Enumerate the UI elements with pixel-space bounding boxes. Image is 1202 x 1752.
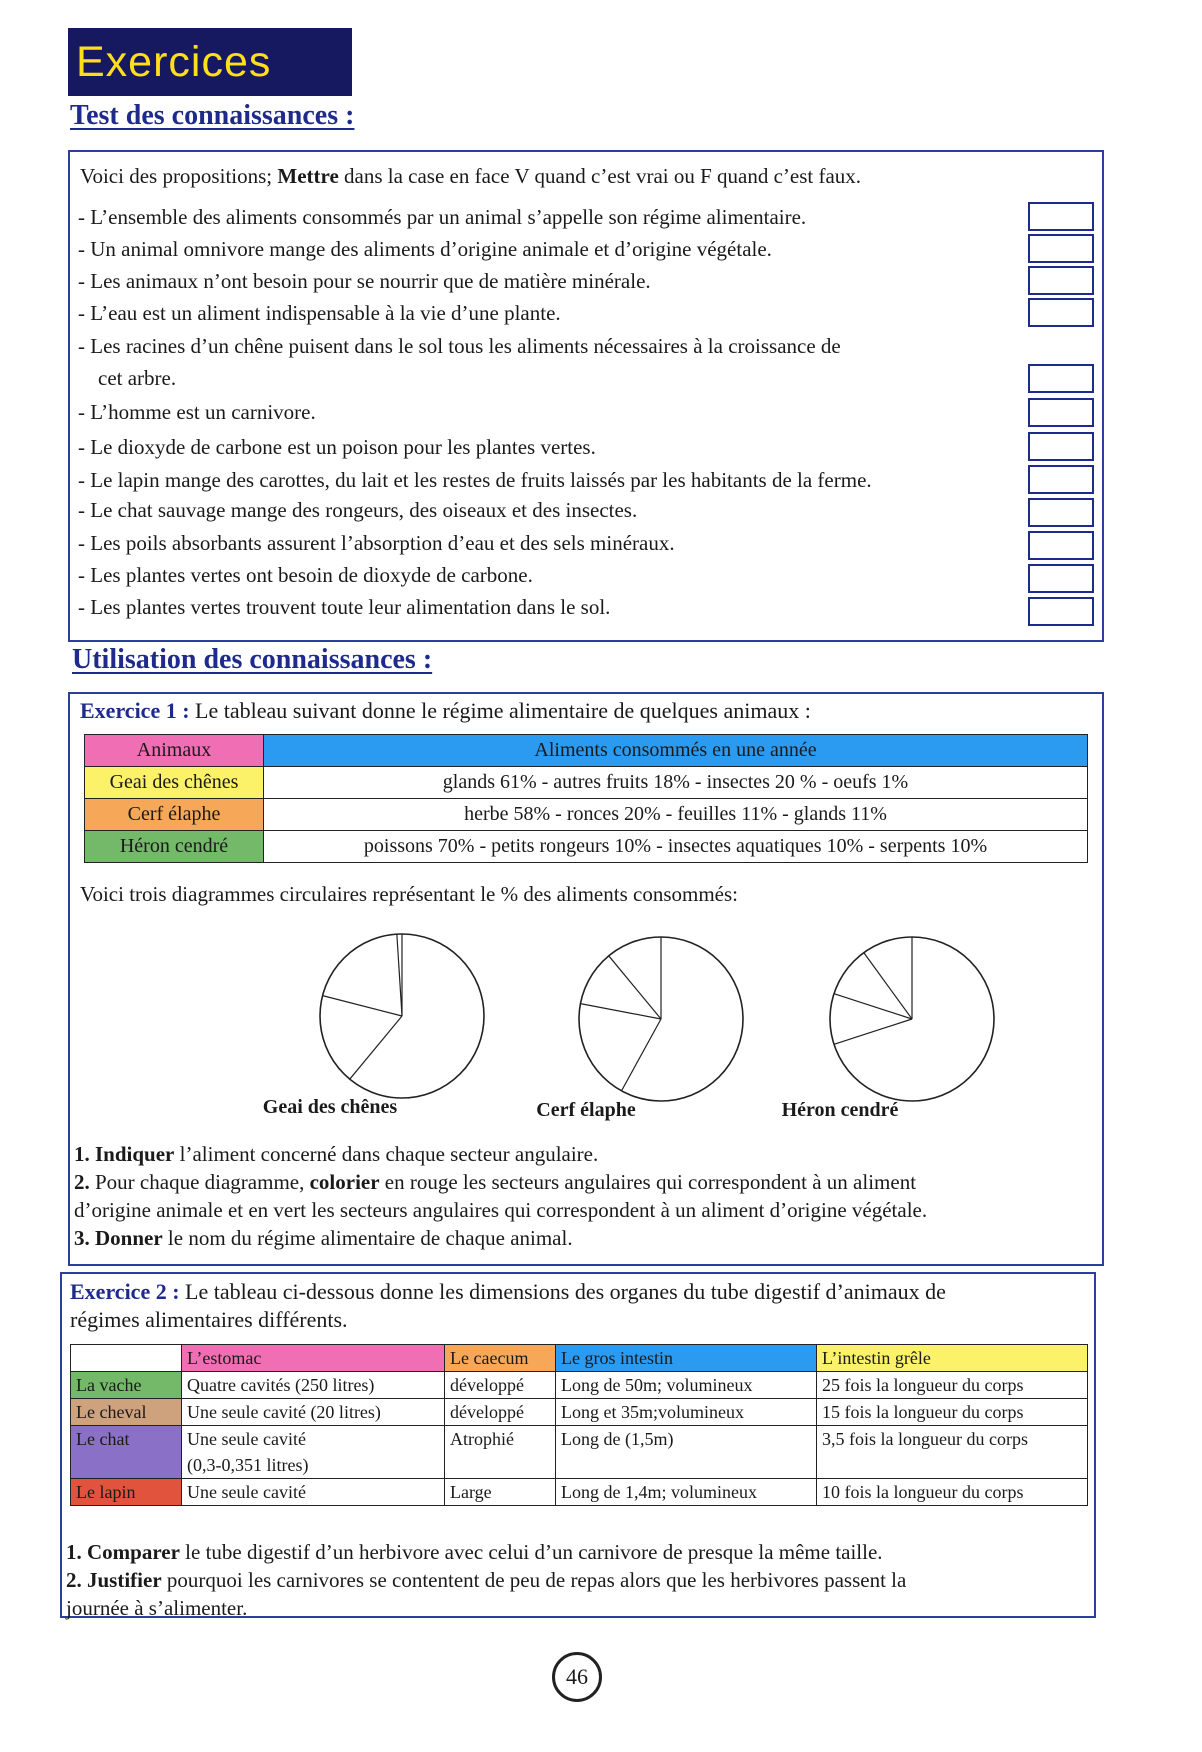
animal-cell: Héron cendré (85, 831, 264, 863)
pie-charts (240, 919, 1000, 1109)
page-header (68, 28, 352, 96)
food-cell: glands 61% - autres fruits 18% - insectes 20 % - oeufs 1% (264, 767, 1088, 799)
proposition-continued: cet arbre. (98, 366, 177, 390)
answer-box[interactable] (1028, 531, 1094, 560)
table-header-row (85, 735, 1088, 767)
food-cell: poissons 70% - petits rongeurs 10% - insectes aquatiques 10% - serpents 10% (264, 831, 1088, 863)
table-cell: Une seule cavité (20 litres) (182, 1399, 445, 1426)
exercise-2-statement: Exercice 2 : Le tableau ci-dessous donne les dimensions des organes du tube digestif d’animaux de régimes alimentaires différents. (70, 1279, 946, 1332)
diet-table (84, 734, 1088, 863)
exercise-2-questions (66, 1538, 1092, 1622)
table-cell: Une seule cavité (182, 1479, 445, 1506)
page-number (552, 1652, 602, 1702)
proposition: - Les animaux n’ont besoin pour se nourrir que de matière minérale. (78, 269, 651, 293)
animal-cell: Geai des chênes (85, 767, 264, 799)
pie-label: Geai des chênes (262, 1096, 398, 1118)
question-2: 2. Justifier pourquoi les carnivores se contentent de peu de repas alors que les herbivores passent la (66, 1568, 907, 1592)
answer-box[interactable] (1028, 202, 1094, 231)
table-header: Aliments consommés en une année (264, 735, 1088, 767)
table-row (71, 1372, 1088, 1399)
answer-box[interactable] (1028, 298, 1094, 327)
table-cell: 3,5 fois la longueur du corps (817, 1426, 1088, 1479)
proposition: - Les racines d’un chêne puisent dans le sol tous les aliments nécessaires à la croissance de (78, 334, 841, 358)
proposition: - Un animal omnivore mange des aliments d’origine animale et d’origine végétale. (78, 237, 772, 261)
table-row (85, 799, 1088, 831)
pie-label: Héron cendré (781, 1099, 899, 1121)
answer-box[interactable] (1028, 498, 1094, 527)
question-2: 2. Pour chaque diagramme, colorier en rouge les secteurs angulaires qui correspondent à un aliment (74, 1170, 917, 1194)
table-cell: Long et 35m;volumineux (556, 1399, 817, 1426)
page-title: Exercices (76, 37, 272, 86)
empty-corner (71, 1345, 182, 1372)
table-header-row (71, 1345, 1088, 1372)
proposition: - Les plantes vertes trouvent toute leur alimentation dans le sol. (78, 595, 611, 619)
answer-box[interactable] (1028, 234, 1094, 263)
question-2-continued: journée à s’alimenter. (66, 1596, 248, 1620)
food-cell: herbe 58% - ronces 20% - feuilles 11% - glands 11% (264, 799, 1088, 831)
test-intro: Voici des propositions; Mettre dans la case en face V quand c’est vrai ou F quand c’est faux. (80, 164, 862, 188)
table-row (85, 831, 1088, 863)
proposition: - Les plantes vertes ont besoin de dioxyde de carbone. (78, 563, 533, 587)
table-cell: Une seule cavité (0,3-0,351 litres) (182, 1426, 445, 1479)
table-cell: Atrophié (445, 1426, 556, 1479)
table-cell: 25 fois la longueur du corps (817, 1372, 1088, 1399)
table-header: Le caecum (445, 1345, 556, 1372)
table-row (71, 1399, 1088, 1426)
proposition: - L’eau est un aliment indispensable à la vie d’une plante. (78, 301, 561, 325)
table-cell: développé (445, 1372, 556, 1399)
table-cell: 15 fois la longueur du corps (817, 1399, 1088, 1426)
answer-box[interactable] (1028, 465, 1094, 494)
answer-box[interactable] (1028, 266, 1094, 295)
animal-cell: Cerf élaphe (85, 799, 264, 831)
table-row (71, 1426, 1088, 1479)
proposition: - L’ensemble des aliments consommés par un animal s’appelle son régime alimentaire. (78, 205, 807, 229)
answer-box[interactable] (1028, 564, 1094, 593)
table-header: L’estomac (182, 1345, 445, 1372)
table-cell: Large (445, 1479, 556, 1506)
table-header: L’intestin grêle (817, 1345, 1088, 1372)
question-3: 3. Donner le nom du régime alimentaire de chaque animal. (74, 1226, 573, 1250)
table-cell: Quatre cavités (250 litres) (182, 1372, 445, 1399)
question-1: 1. Comparer le tube digestif d’un herbivore avec celui d’un carnivore de presque la même taille. (66, 1540, 883, 1564)
question-1: 1. Indiquer l’aliment concerné dans chaque secteur angulaire. (74, 1142, 599, 1166)
animal-cell: Le lapin (71, 1479, 182, 1506)
answer-box[interactable] (1028, 432, 1094, 461)
table-header: Le gros intestin (556, 1345, 817, 1372)
proposition: - L’homme est un carnivore. (78, 400, 316, 424)
table-cell: Long de 50m; volumineux (556, 1372, 817, 1399)
animal-cell: La vache (71, 1372, 182, 1399)
test-heading: Test des connaissances : (70, 100, 355, 131)
exercise-1-box (68, 692, 1104, 1266)
pies-intro: Voici trois diagrammes circulaires représentant le % des aliments consommés: (80, 882, 739, 906)
exercise-2-box (60, 1272, 1096, 1618)
pies-group (320, 934, 994, 1101)
table-row (85, 767, 1088, 799)
proposition: - Le lapin mange des carottes, du lait et les restes de fruits laissés par les habitants de la ferme. (78, 468, 872, 492)
digestive-table (70, 1344, 1088, 1506)
exercise-1-statement: Exercice 1 : Le tableau suivant donne le régime alimentaire de quelques animaux : (80, 698, 811, 723)
pie-label: Cerf élaphe (536, 1099, 636, 1121)
utilisation-heading: Utilisation des connaissances : (72, 644, 433, 675)
table-cell: 10 fois la longueur du corps (817, 1479, 1088, 1506)
table-row (71, 1479, 1088, 1506)
proposition: - Le chat sauvage mange des rongeurs, des oiseaux et des insectes. (78, 498, 638, 522)
answer-box[interactable] (1028, 597, 1094, 626)
table-header: Animaux (85, 735, 264, 767)
question-2-continued: d’origine animale et en vert les secteurs angulaires qui correspondent à un aliment d’origine végétale. (74, 1198, 928, 1222)
table-cell: développé (445, 1399, 556, 1426)
table-cell: Long de (1,5m) (556, 1426, 817, 1479)
answer-box[interactable] (1028, 364, 1094, 393)
test-box (68, 150, 1104, 642)
animal-cell: Le chat (71, 1426, 182, 1479)
proposition: - Les poils absorbants assurent l’absorption d’eau et des sels minéraux. (78, 531, 675, 555)
page-number-text: 46 (566, 1664, 588, 1689)
table-cell: Long de 1,4m; volumineux (556, 1479, 817, 1506)
answer-box[interactable] (1028, 398, 1094, 427)
proposition: - Le dioxyde de carbone est un poison pour les plantes vertes. (78, 435, 596, 459)
exercise-1-questions (74, 1140, 1094, 1252)
animal-cell: Le cheval (71, 1399, 182, 1426)
